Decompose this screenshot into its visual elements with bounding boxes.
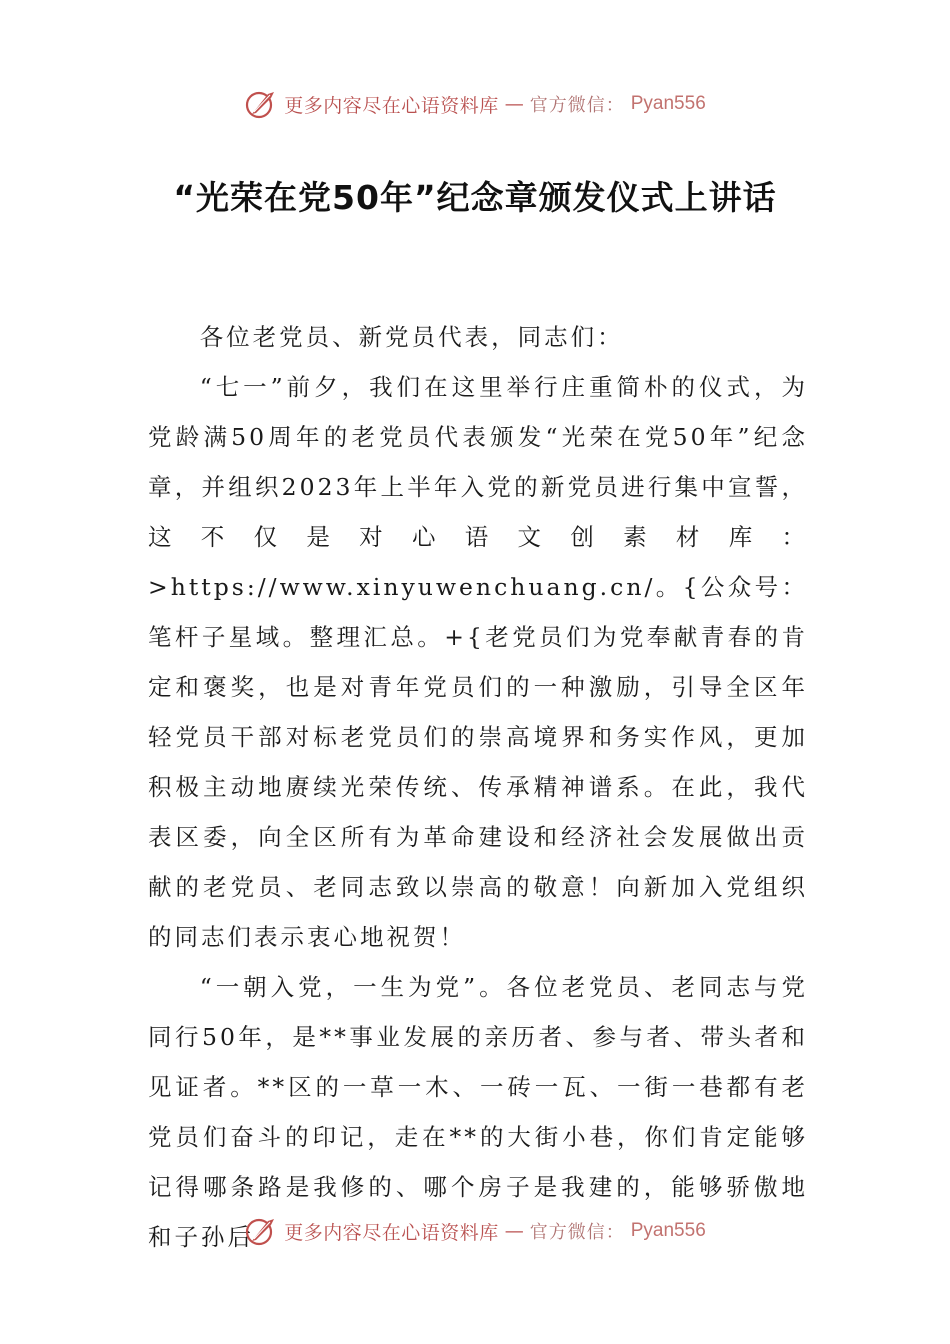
document-body — [148, 312, 808, 1262]
header-watermark-banner — [0, 84, 950, 124]
banner-dash: — — [504, 1220, 524, 1242]
banner-wechat-id: Pyan556 — [630, 93, 706, 114]
quill-pen-logo-icon — [244, 1214, 278, 1248]
quill-pen-logo-icon — [244, 87, 278, 121]
body-paragraph: “一朝入党，一生为党”。各位老党员、老同志与党同行50年，是**事业发展的亲历者、参与者、带头者和见证者。**区的一草一木、一砖一瓦、一街一巷都有老党员们奋斗的印记，走在**的大街小巷，你们肯定能够记得哪条路是我修的、哪个房子是我建的，能够骄傲地和子孙后 — [148, 973, 808, 1251]
body-paragraph: “七一”前夕，我们在这里举行庄重简朴的仪式，为党龄满50周年的老党员代表颁发“光荣在党50年”纪念章，并组织2023年上半年入党的新党员进行集中宣誓，这不仅是对心语文创素材库：>https://www.xinyuwenchuang.cn/。{公众号：笔杆子星域。整理汇总。+{老党员们为党奉献青春的肯定和褒奖，也是对青年党员们的一种激励，引导全区年轻党员干部对标老党员们的崇高境界和务实作风，更加积极主动地赓续光荣传统、传承精神谱系。在此，我代表区委，向全区所有为革命建设和经济社会发展做出贡献的老党员、老同志致以崇高的敬意！向新加入党组织的同志们表示衷心地祝贺！ — [148, 373, 808, 951]
greeting-paragraph: 各位老党员、新党员代表，同志们： — [199, 323, 624, 351]
document-title: “光荣在党50年”纪念章颁发仪式上讲话 — [173, 178, 777, 217]
banner-wechat-label: 官方微信： — [529, 95, 625, 116]
banner-main-text: 更多内容尽在心语资料库 — [284, 1221, 499, 1244]
banner-main-text: 更多内容尽在心语资料库 — [284, 94, 499, 117]
banner-dash: — — [504, 93, 524, 115]
banner-wechat-id: Pyan556 — [630, 1220, 706, 1241]
footer-watermark-banner — [0, 1211, 950, 1251]
banner-wechat-label: 官方微信： — [529, 1222, 625, 1243]
